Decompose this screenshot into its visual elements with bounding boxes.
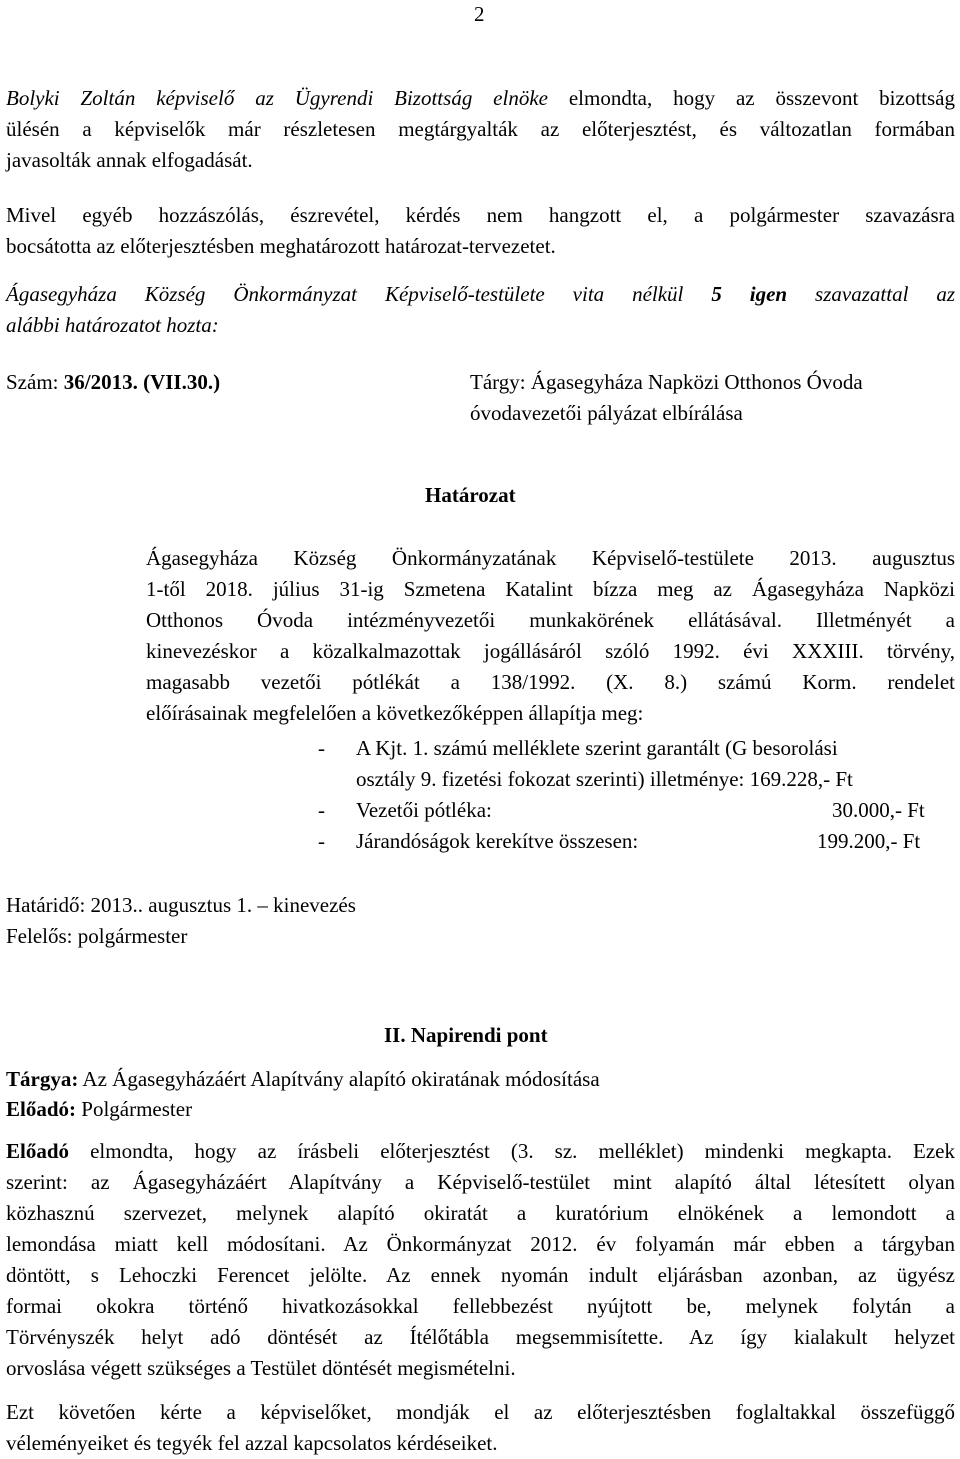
speaker-italic: Bolyki Zoltán képviselő az Ügyrendi Bizottság elnöke (6, 86, 548, 110)
total-amount: 199.200,- Ft (817, 829, 921, 853)
resolution-body: Ágasegyháza Község Önkormányzatának Képviselő-testülete 2013. augusztus 1-től 2018. július 31-ig Szmetena Katalint bízza meg az Ágasegyháza Napközi Otthonos Óvoda intézményvezetői munkakörének ellátásával. Illetményét a kinevezéskor a közalkalmazottak jogállásáról szóló 1992. évi XXXIII. törvény, magasabb vezetői pótlékát a 138/1992. (X. 8.) számú Korm. rendelet előírásainak megfelelően a következőképpen állapítja meg: (146, 546, 955, 725)
resolution-number: Szám: 36/2013. (VII.30.) (6, 370, 221, 394)
page-number: 2 (474, 2, 485, 26)
agenda-heading: II. Napirendi pont (384, 1023, 548, 1047)
agenda-subject: Tárgya: Az Ágasegyházáért Alapítvány alapító okiratának módosítása (6, 1067, 600, 1091)
responsible: Felelős: polgármester (6, 924, 188, 948)
vote-count: 5 igen (711, 282, 788, 306)
deadline: Határidő: 2013.. augusztus 1. – kinevezés (6, 893, 356, 917)
bullet-total: - Járandóságok kerekítve összesen: (318, 829, 639, 853)
bullet-base-salary: - A Kjt. 1. számú melléklete szerint garantált (G besorolási osztály 9. fizetési fokozat szerinti) illetménye: 169.228,- Ft (318, 736, 853, 791)
paragraph-committee-report: Bolyki Zoltán képviselő az Ügyrendi Bizottság elnöke elmondta, hogy az összevont bizottság ülésén a képviselők már részletesen megtárgyalták az előterjesztést, és változatlan formában javasolták annak elfogadását. (6, 86, 955, 172)
resolution-title: Határozat (425, 483, 516, 507)
paragraph-request-opinions: Ezt követően kérte a képviselőket, mondják el az előterjesztésben foglaltakkal összefüggő véleményeiket és tegyék fel azzal kapcsolatos kérdéseiket. (6, 1400, 955, 1455)
agenda-presenter: Előadó: Polgármester (6, 1097, 193, 1121)
resolution-subject: Tárgy: Ágasegyháza Napközi Otthonos Óvoda óvodavezetői pályázat elbírálása (470, 370, 863, 425)
paragraph-decision-intro: Ágasegyháza Község Önkormányzat Képviselő-testülete vita nélkül 5 igen szavazattal az alábbi határozatot hozta: (6, 282, 956, 337)
bullet-allowance: - Vezetői pótléka: (318, 798, 492, 822)
allowance-amount: 30.000,- Ft (832, 798, 925, 822)
paragraph-vote-call: Mivel egyéb hozzászólás, észrevétel, kérdés nem hangzott el, a polgármester szavazásra bocsátotta az előterjesztésben meghatározott határozat-tervezetet. (6, 203, 955, 258)
paragraph-presenter-report: Előadó elmondta, hogy az írásbeli előterjesztést (3. sz. melléklet) mindenki megkapta. Ezek szerint: az Ágasegyházáért Alapítvány a Képviselő-testület mint alapító által létesített olyan közhasznú szervezet, melynek alapító okiratát a kuratórium elnökének a lemondott a lemondása miatt kell módosítani. Az Önkormányzat 2012. év folyamán már ebben a tárgyban döntött, s Lehoczki Ferencet jelölte. Az ennek nyomán indult eljárásban azonban, az ügyész formai okokra történő hivatkozásokkal fellebbezést nyújtott be, melynek folytán a Törvényszék helyt adó döntését az Ítélőtábla megsemmisítette. Az így kialakult helyzet orvoslása végett szükséges a Testület döntését megismételni. (6, 1139, 955, 1380)
